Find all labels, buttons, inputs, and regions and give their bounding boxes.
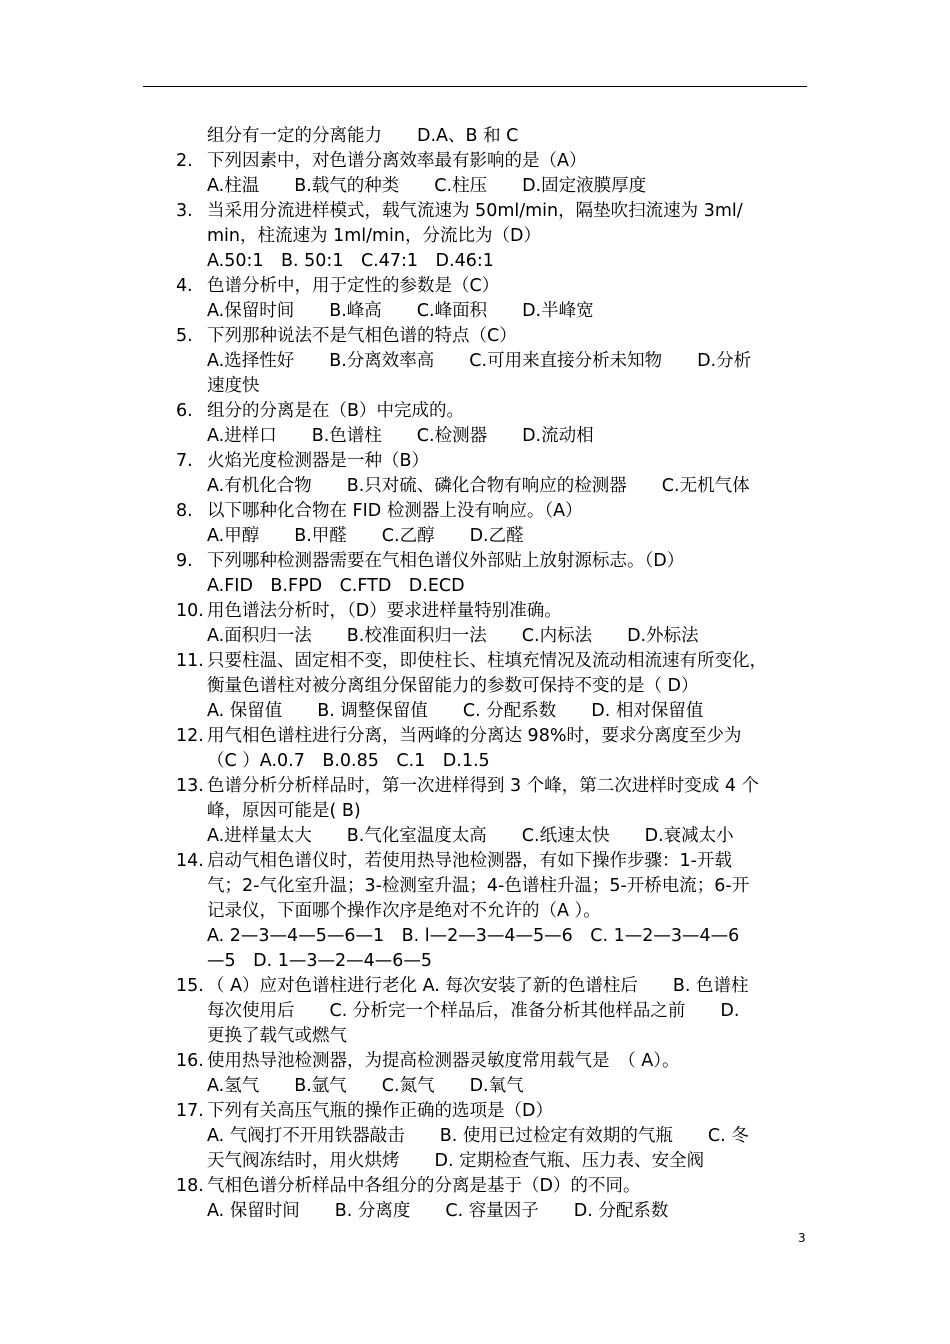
question-number: 18. [176,1176,204,1196]
options-line: A.氢气 B.氩气 C.氮气 D.氧气 [207,1076,524,1096]
question-text: 火焰光度检测器是一种（B） [207,451,430,471]
text-line: 峰，原因可能是( B) [207,801,361,821]
header-rule [143,86,807,87]
options-line: —5 D. 1—3—2—4—6—5 [207,951,433,971]
question-number: 12. [176,726,204,746]
question-number: 9. [176,551,193,571]
text-line: min，柱流速为 1ml/min，分流比为（D） [207,226,541,246]
question-text: 组分的分离是在（B）中完成的。 [207,401,465,421]
options-line: A. 保留时间 B. 分离度 C. 容量因子 D. 分配系数 [207,1201,669,1221]
options-line: 天气阀冻结时，用火烘烤 D. 定期检查气瓶、压力表、安全阀 [207,1151,705,1171]
question-number: 13. [176,776,204,796]
question-number: 6. [176,401,193,421]
question-text: 只要柱温、固定相不变，即使柱长、柱填充情况及流动相流速有所变化， [207,651,767,671]
text-line: 组分有一定的分离能力 D.A、B 和 C [207,126,519,146]
options-line: A.面积归一法 B.校准面积归一法 C.内标法 D.外标法 [207,626,699,646]
question-text: 启动气相色谱仪时，若使用热导池检测器，有如下操作步骤：1-开载 [207,851,732,871]
text-line: 气；2-气化室升温；3-检测室升温；4-色谱柱升温；5-开桥电流；6-开 [207,876,750,896]
question-number: 17. [176,1101,204,1121]
options-line: A. 2—3—4—5—6—1 B. l—2—3—4—5—6 C. 1—2—3—4—6 [207,926,740,946]
question-text: 当采用分流进样模式，载气流速为 50ml/min，隔垫吹扫流速为 3ml/ [207,201,743,221]
question-number: 5. [176,326,193,346]
options-line: A. 气阀打不开用铁器敲击 B. 使用已过检定有效期的气瓶 C. 冬 [207,1126,749,1146]
question-text: 下列哪种检测器需要在气相色谱仪外部贴上放射源标志。（D） [207,551,685,571]
options-line: A.进样量太大 B.气化室温度太高 C.纸速太快 D.衰减太小 [207,826,734,846]
question-text: （ A）应对色谱柱进行老化 A. 每次安装了新的色谱柱后 B. 色谱柱 [207,976,749,996]
question-text: 下列因素中，对色谱分离效率最有影响的是（A） [207,151,587,171]
options-line: A.选择性好 B.分离效率高 C.可用来直接分析未知物 D.分析 [207,351,752,371]
question-number: 4. [176,276,193,296]
question-number: 7. [176,451,193,471]
page-number: 3 [798,1231,806,1245]
options-line: A.柱温 B.载气的种类 C.柱压 D.固定液膜厚度 [207,176,647,196]
question-text: 以下哪种化合物在 FID 检测器上没有响应。（A） [207,501,583,521]
options-line: A.FID B.FPD C.FTD D.ECD [207,576,465,596]
options-line: A.50:1 B. 50:1 C.47:1 D.46:1 [207,251,494,271]
question-text: 下列那种说法不是气相色谱的特点（C） [207,326,517,346]
question-number: 11. [176,651,204,671]
question-text: 使用热导池检测器，为提高检测器灵敏度常用载气是 （ A）。 [207,1051,680,1071]
question-text: 气相色谱分析样品中各组分的分离是基于（D）的不同。 [207,1176,641,1196]
question-number: 16. [176,1051,204,1071]
question-number: 8. [176,501,193,521]
question-text: 色谱分析分析样品时，第一次进样得到 3 个峰，第二次进样时变成 4 个 [207,776,760,796]
question-number: 3. [176,201,193,221]
options-line: A.进样口 B.色谱柱 C.检测器 D.流动相 [207,426,594,446]
text-line: 衡量色谱柱对被分离组分保留能力的参数可保持不变的是（ D） [207,676,699,696]
options-line: A.有机化合物 B.只对硫、磷化合物有响应的检测器 C.无机气体 [207,476,750,496]
question-text: 色谱分析中，用于定性的参数是（C） [207,276,500,296]
text-line: 记录仪，下面哪个操作次序是绝对不允许的（A ）。 [207,901,601,921]
question-text: 下列有关高压气瓶的操作正确的选项是（D） [207,1101,553,1121]
options-line: A.甲醇 B.甲醛 C.乙醇 D.乙醛 [207,526,524,546]
question-number: 2. [176,151,193,171]
options-line: A. 保留值 B. 调整保留值 C. 分配系数 D. 相对保留值 [207,701,704,721]
question-text: 用色谱法分析时，（D）要求进样量特别准确。 [207,601,562,621]
options-line: （C ）A.0.7 B.0.85 C.1 D.1.5 [207,751,490,771]
options-line: 更换了载气或燃气 [207,1026,347,1046]
question-number: 10. [176,601,204,621]
question-text: 用气相色谱柱进行分离，当两峰的分离达 98%时，要求分离度至少为 [207,726,742,746]
question-number: 14. [176,851,204,871]
options-line: 每次使用后 C. 分析完一个样品后，准备分析其他样品之前 D. [207,1001,740,1021]
options-line: A.保留时间 B.峰高 C.峰面积 D.半峰宽 [207,301,594,321]
text-line: 速度快 [207,376,260,396]
question-number: 15. [176,976,204,996]
